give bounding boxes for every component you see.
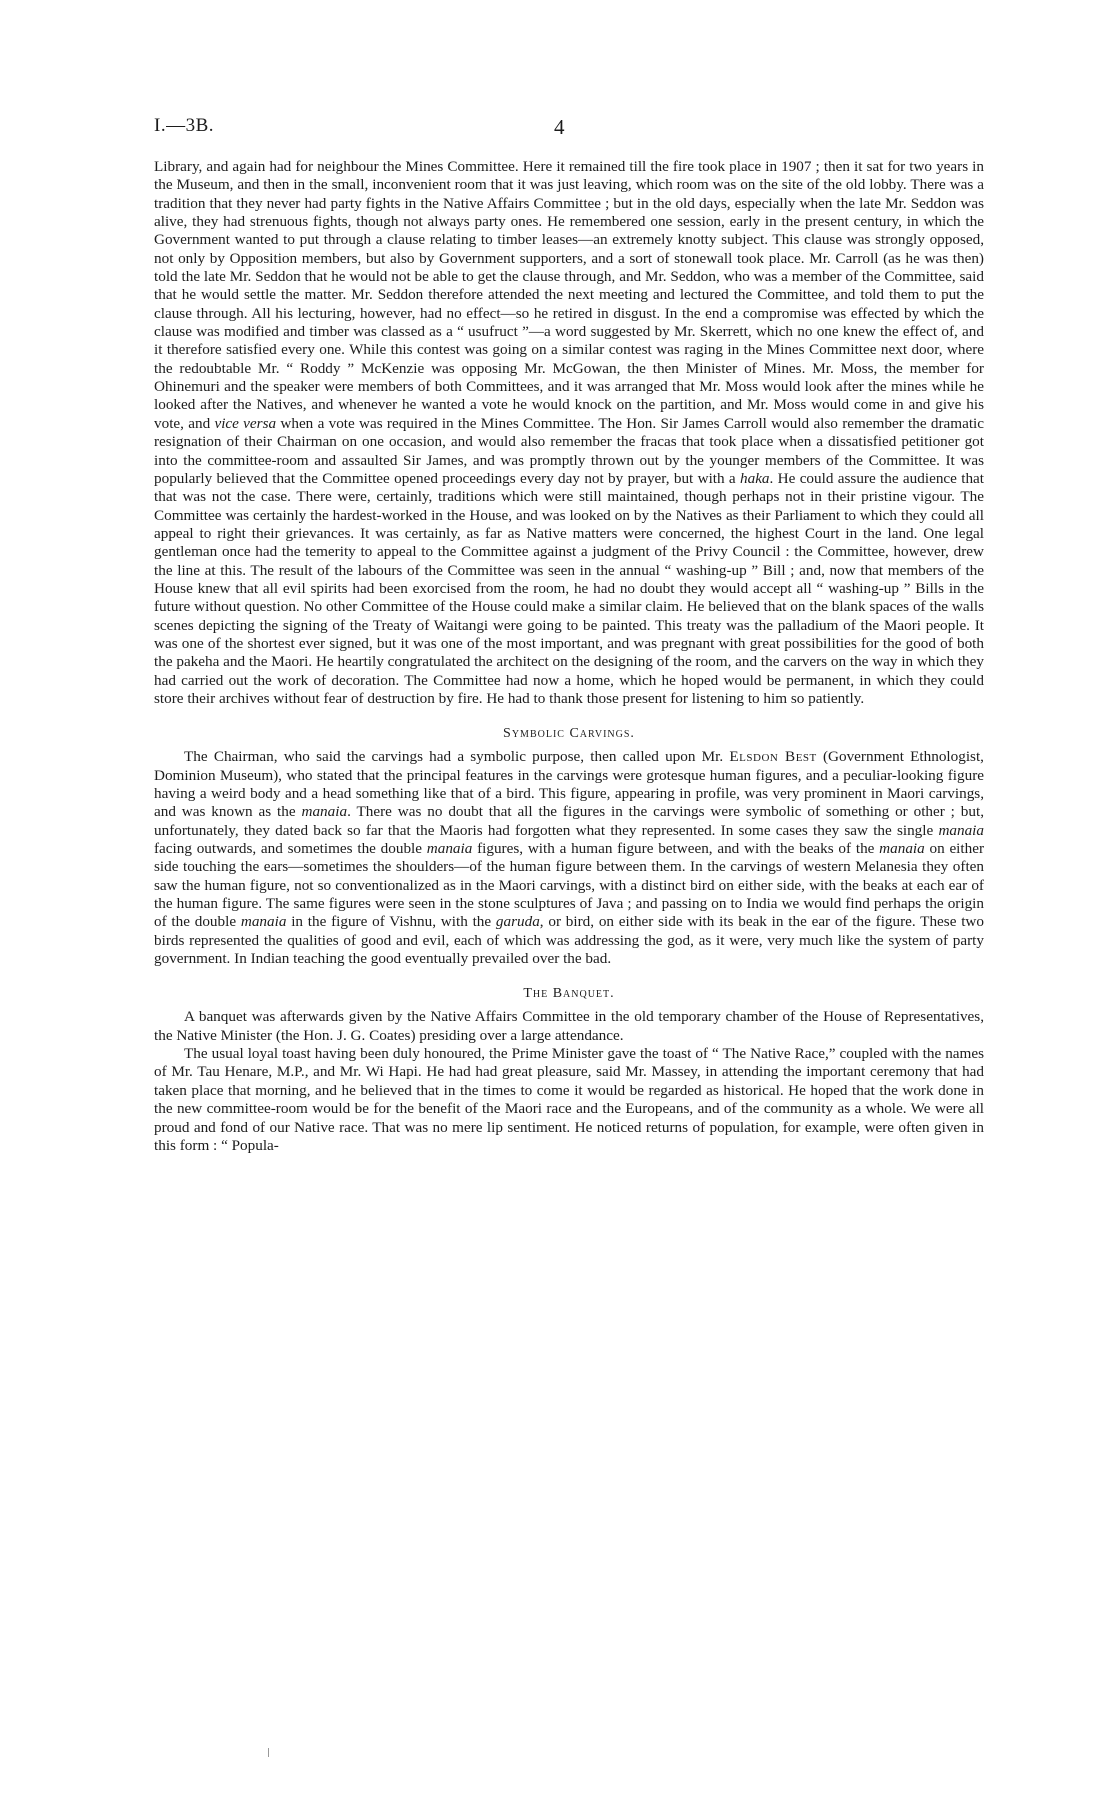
italic-phrase: manaia — [301, 803, 348, 821]
text-run: on either side touching the ears—sometimes the shoulders—of the human figure between them. In the carvings of western Melanesia they often saw the human figure, not so conventionalized as in the Maori carvings, with a distinct bird on either side, with the beaks at each ear of the human figure. The same figures were seen in the stone sculptures of Java ; and passing on to India we would find perhaps the origin of the double — [154, 840, 985, 931]
section-heading-symbolic-carvings: Symbolic Carvings. — [503, 726, 635, 742]
page-number: 4 — [554, 115, 565, 139]
italic-phrase: vice versa — [214, 414, 277, 432]
text-run: , or bird, on either side with its beak in the ear of the figure. These two birds represented the qualities of good and evil, each of which was addressing the god, as it were, very much like the system of party government. In Indian teaching the good eventually prevailed over the bad. — [154, 913, 984, 968]
italic-phrase: haka — [740, 469, 770, 487]
text-run: (Government Ethnologist, Dominion Museum), who stated that the principal features in the carvings were grotesque human figures, and a peculiar-looking figure having a weird body and a head something like that of a bird. This figure, appearing in profile, was very prominent in Maori carvings, and was known as the — [154, 748, 984, 821]
text-run: . There was no doubt that all the figures in the carvings were symbolic of something or other ; but, unfortunately, they dated back so far that the Maoris had forgotten what they represented. In some cases they saw the single — [154, 803, 984, 839]
paragraph-native-race-toast: The usual loyal toast having been duly honoured, the Prime Minister gave the toast of “ The Native Race,” coupled with the names of Mr. Tau Henare, M.P., and Mr. Wi Hapi. He had had great pleasure, said Mr. Massey, in attending the important ceremony that had taken place that morning, and he believed that in the times to come it would be regarded as historical. He hoped that the work done in the new committee-room would be for the benefit of the Maori race and the Europeans, and of the community as a whole. We were all proud and fond of our Native race. That was no mere lip sentiment. He noticed returns of population, for example, were often given in this form : “ Popula- — [154, 1045, 984, 1154]
italic-phrase: manaia — [240, 913, 287, 931]
text-run: . He could assure the audience that that was not the case. There were, certainly, traditions which were still maintained, though perhaps not in their pristine vigour. The Committee was certainly the hardest-worked in the House, and was looked on by the Natives as their Parliament to which they could all appeal to right their grievances. It was certainly, as far as Native matters were concerned, the highest Court in the land. One legal gentleman once had the temerity to appeal to the Committee against a judgment of the Privy Council : the Committee, however, drew the line at this. The result of the labours of the Committee was seen in the annual “ washing-up ” Bill ; and, now that members of the House knew that all evil spirits had been exorcised from the room, he had no doubt they would accept all “ washing-up ” Bills in the future without question. No other Committee of the House could make a similar claim. He believed that on the blank spaces of the walls scenes depicting the signing of the Treaty of Waitangi were going to be painted. This treaty was the palladium of the Maori people. It was one of the shortest ever signed, but it was one of the most important, and was pregnant with great possibilities for the good of both the pakeha and the Maori. He heartily congratulated the architect on the designing of the room, and the carvers on the way in which they had carried out the work of decoration. The Committee had now a home, which he hoped would be permanent, in which they could store their archives without fear of destruction by fire. He had to thank those present for listening to him so patiently. — [154, 469, 984, 707]
paragraph-committee-history — [154, 158, 984, 708]
document-reference: I.—3B. — [154, 115, 214, 136]
italic-phrase: manaia — [426, 840, 473, 858]
italic-phrase: manaia — [879, 840, 925, 858]
footer-mark — [268, 1748, 269, 1757]
text-run: figures, with a human figure between, and with the beaks of the — [472, 840, 880, 858]
paragraph-banquet-intro: A banquet was afterwards given by the Native Affairs Committee in the old temporary chamber of the House of Representatives, the Native Minister (the Hon. J. G. Coates) presiding over a large attendance. — [154, 1008, 984, 1044]
page-header — [154, 115, 984, 145]
italic-phrase: manaia — [938, 821, 984, 839]
document-body — [154, 158, 984, 1155]
text-run: Library, and again had for neighbour the Mines Committee. Here it remained till the fire took place in 1907 ; then it sat for two years in the Museum, and then in the small, inconvenient room that it was just leaving, which room was on the site of the old lobby. There was a tradition that they never had party fights in the Native Affairs Committee ; but in the old days, especially when the late Mr. Seddon was alive, they had strenuous fights, though not always party ones. He remembered one session, early in the present century, in which the Government wanted to put through a clause relating to timber leases—an extremely knotty subject. This clause was strongly opposed, not only by Opposition members, but also by Government supporters, and a sort of stonewall took place. Mr. Carroll (as he was then) told the late Mr. Seddon that he would not be able to get the clause through, and Mr. Seddon, who was a member of the Committee, said that he would settle the matter. Mr. Seddon therefore attended the next meeting and lectured the Committee, and told them to put the clause through. All his lecturing, however, had no effect—so he retired in disgust. In the end a compromise was effected by which the clause was modified and timber was classed as a “ usufruct ”—a word suggested by Mr. Skerrett, which no one knew the effect of, and it therefore satisfied every one. While this contest was going on a similar contest was raging in the Mines Committee next door, where the redoubtable Mr. “ Roddy ” McKenzie was opposing Mr. McGowan, the then Minister of Mines. Mr. Moss, the member for Ohinemuri and the speaker were members of both Committees, and it was arranged that Mr. Moss would look after the mines while he looked after the Natives, and whenever he wanted a vote he would knock on the partition, and Mr. Moss would come in and give his vote, and — [154, 158, 984, 432]
text-run: facing outwards, and sometimes the double — [154, 840, 427, 858]
speaker-name: Elsdon Best — [729, 748, 817, 766]
text-run: The Chairman, who said the carvings had a symbolic purpose, then called upon Mr. — [184, 748, 730, 766]
paragraph-symbolic-carvings — [154, 748, 984, 968]
section-heading-banquet: The Banquet. — [523, 986, 615, 1002]
text-run: when a vote was required in the Mines Committee. The Hon. Sir James Carroll would also remember the dramatic resignation of their Chairman on one occasion, and would also remember the fracas that took place when a dissatisfied petitioner got into the committee-room and assaulted Sir James, and was promptly thrown out by the younger members of the Committee. It was popularly believed that the Committee opened proceedings every day not by prayer, but with a — [154, 414, 985, 487]
italic-phrase: garuda — [495, 913, 540, 931]
text-run: in the figure of Vishnu, with the — [286, 913, 496, 931]
